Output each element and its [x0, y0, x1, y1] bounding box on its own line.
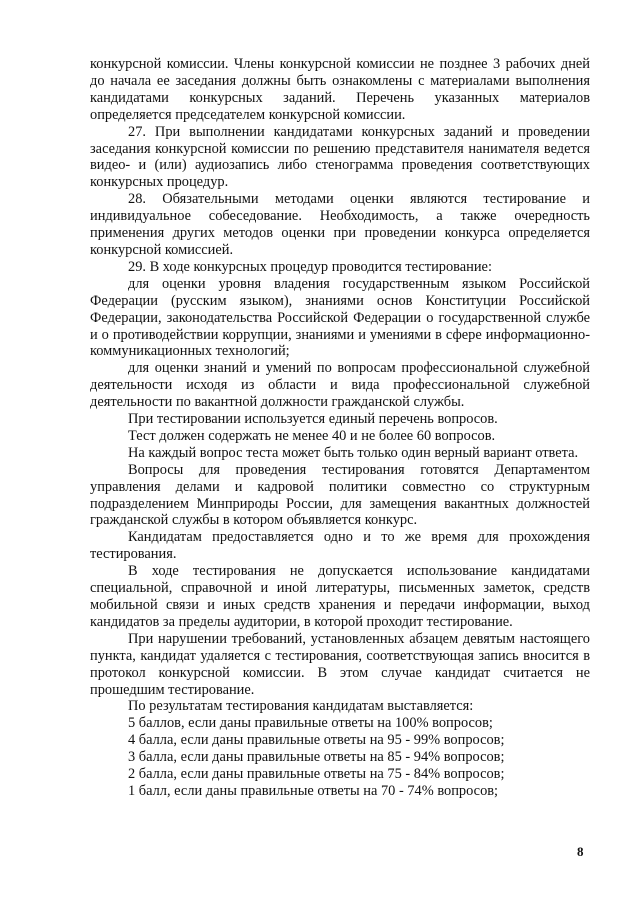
- page-number: 8: [577, 844, 584, 859]
- paragraph-prohibited-materials: В ходе тестирования не допускается использование кандидатами специальной, справочной и иной литературы, письменных заметок, средств мобильной связи и иных средств хранения и передачи информации, выход кандидатов за пределы аудитории, в которой проходит тестирование.: [90, 563, 590, 630]
- paragraph-question-count: Тест должен содержать не менее 40 и не более 60 вопросов.: [128, 427, 496, 444]
- paragraph-28-methods: 28. Обязательными методами оценки являются тестирование и индивидуальное собеседование. Необходимость, а также очередность применения других методов оценки при проведении конкурса определяется конкурсной комиссией.: [90, 191, 590, 258]
- paragraph-question-list: При тестировании используется единый перечень вопросов.: [128, 411, 498, 428]
- paragraph-scoring-intro: По результатам тестирования кандидатам выставляется:: [128, 698, 474, 715]
- paragraph-29-testing: 29. В ходе конкурсных процедур проводится тестирование:: [128, 258, 492, 275]
- score-item-5: 5 баллов, если даны правильные ответы на 100% вопросов;: [128, 715, 493, 732]
- score-item-2: 2 балла, если даны правильные ответы на 75 - 84% вопросов;: [128, 766, 505, 783]
- paragraph-violation-removal: При нарушении требований, установленных абзацем девятым настоящего пункта, кандидат удаляется с тестирования, соответствующая запись вносится в протокол конкурсной комиссии. В этом случае кандидат считается не прошедшим тестирование.: [90, 630, 590, 698]
- paragraph-language-knowledge: для оценки уровня владения государственным языком Российской Федерации (русским языком), знаниями основ Конституции Российской Федерации, законодательства Российской Федерации о государственной службе и о противодействии коррупции, знаниями и умениями в сфере информационно-коммуникационных технологий;: [90, 275, 590, 360]
- score-item-3: 3 балла, если даны правильные ответы на 85 - 94% вопросов;: [128, 749, 505, 766]
- paragraph-question-preparation: Вопросы для проведения тестирования готовятся Департаментом управления делами и кадровой политики совместно со структурным подразделением Минприроды России, для замещения вакантных должностей гражданской службы в котором объявляется конкурс.: [90, 461, 590, 529]
- document-body: [90, 56, 590, 800]
- score-item-1: 1 балл, если даны правильные ответы на 70 - 74% вопросов;: [128, 782, 499, 799]
- paragraph-commission-materials: конкурсной комиссии. Члены конкурсной комиссии не позднее 3 рабочих дней до начала ее заседания должны быть ознакомлены с материалами выполнения кандидатами конкурсных заданий. Перечень указанных материалов определяется председателем конкурсной комиссии.: [90, 56, 590, 123]
- paragraph-same-time: Кандидатам предоставляется одно и то же время для прохождения тестирования.: [90, 529, 590, 563]
- paragraph-professional-knowledge: для оценки знаний и умений по вопросам профессиональной служебной деятельности исходя из области и вида профессиональной служебной деятельности по вакантной должности гражданской службы.: [90, 360, 590, 411]
- paragraph-27-recording: 27. При выполнении кандидатами конкурсных заданий и проведении заседания конкурсной комиссии по решению представителя нанимателя ведется видео- и (или) аудиозапись либо стенограмма проведения соответствующих конкурсных процедур.: [90, 123, 590, 191]
- score-item-4: 4 балла, если даны правильные ответы на 95 - 99% вопросов;: [128, 732, 505, 749]
- paragraph-one-answer: На каждый вопрос теста может быть только один верный вариант ответа.: [128, 444, 579, 461]
